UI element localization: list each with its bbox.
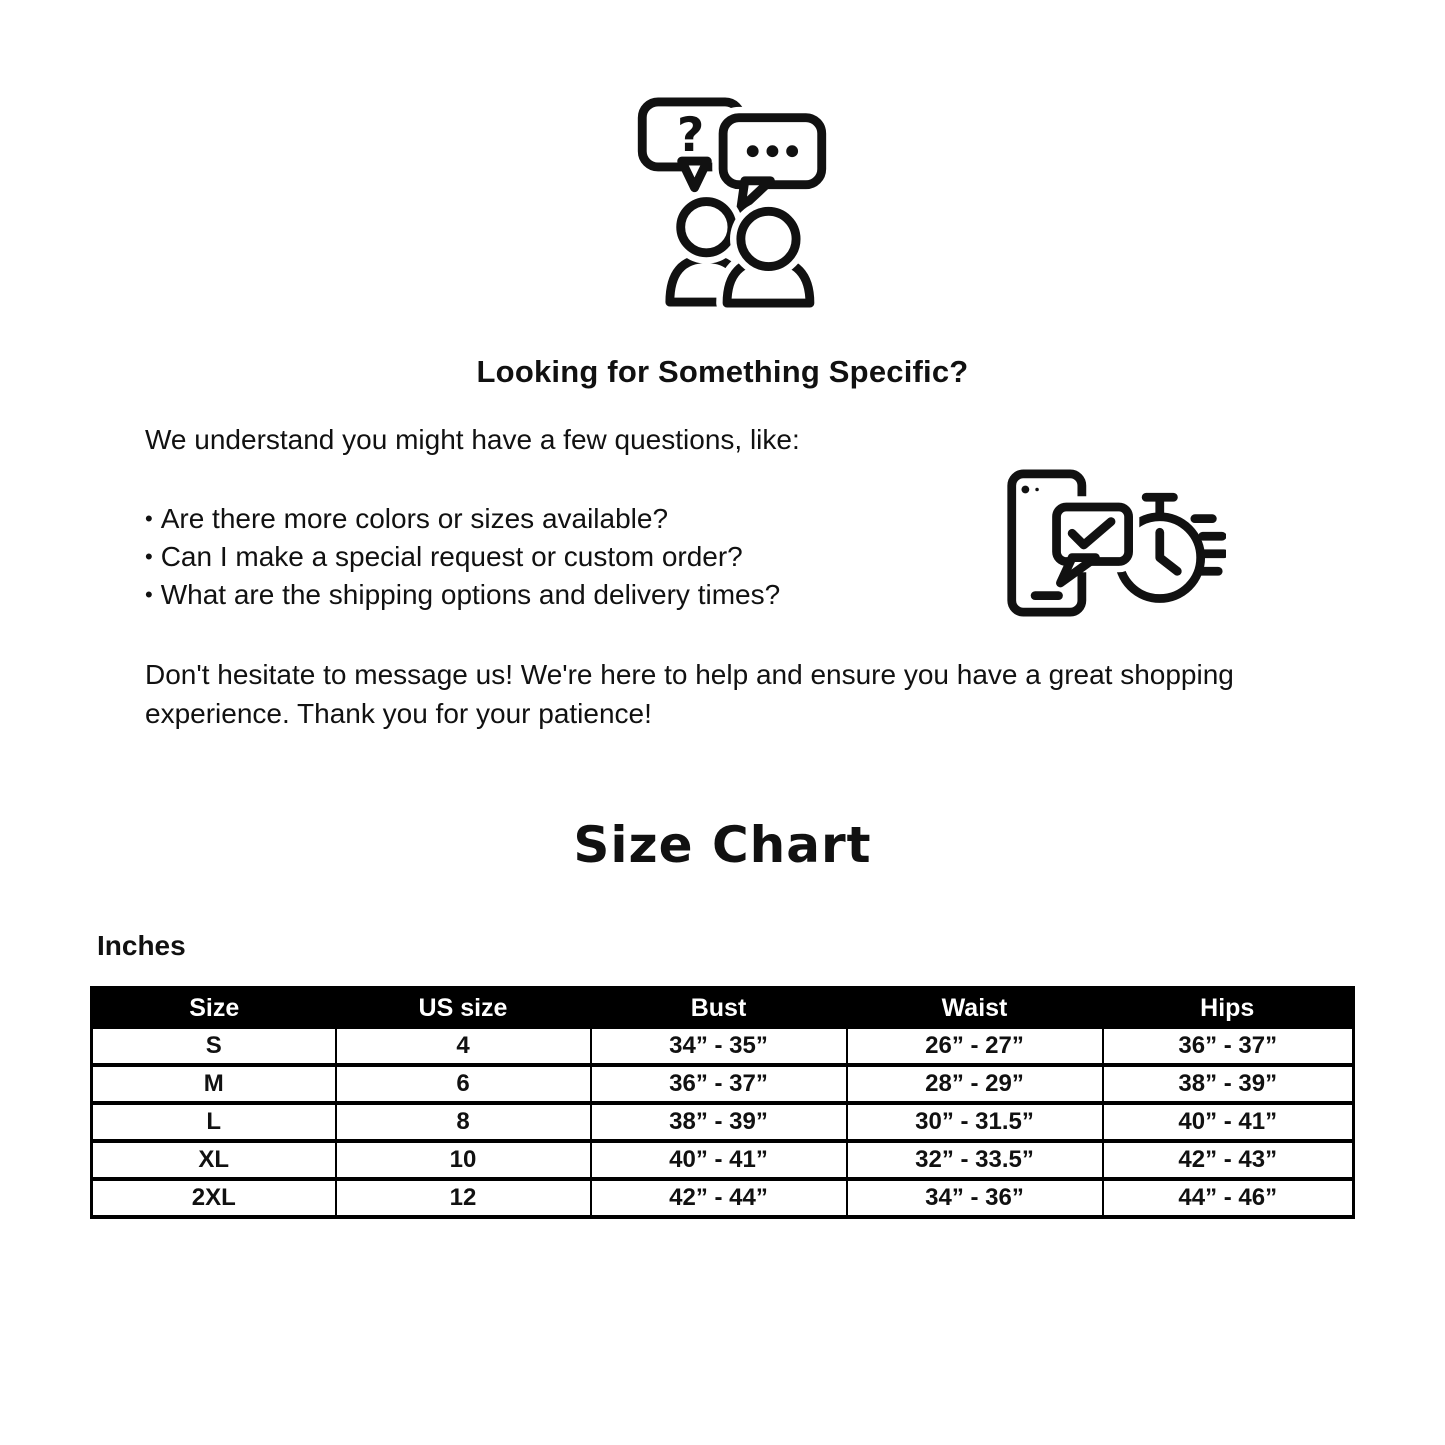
size-chart-title: Size Chart [573, 816, 872, 874]
unit-label: Inches [97, 930, 186, 961]
cell-us-size: 4 [336, 1028, 591, 1065]
cell-bust: 42” - 44” [591, 1179, 847, 1217]
intro-text: We understand you might have a few questions, like: [145, 424, 800, 455]
cell-size: M [92, 1065, 336, 1103]
phone-quick-reply-icon [1002, 466, 1226, 622]
cell-us-size: 6 [336, 1065, 591, 1103]
closing-text: Don't hesitate to message us! We're here to help and ensure you have a great shopping experience. Thank you for your patience! [145, 659, 1234, 729]
cell-size: L [92, 1103, 336, 1141]
column-header: Hips [1103, 988, 1354, 1029]
cell-hips: 40” - 41” [1103, 1103, 1354, 1141]
cell-bust: 40” - 41” [591, 1141, 847, 1179]
question-text: Can I make a special request or custom order? [160, 541, 743, 572]
table-header-row [92, 988, 1354, 1029]
question-text: Are there more colors or sizes available? [160, 503, 669, 534]
cell-size: XL [92, 1141, 336, 1179]
cell-bust: 36” - 37” [591, 1065, 847, 1103]
cell-us-size: 12 [336, 1179, 591, 1217]
column-header: Size [92, 988, 336, 1029]
cell-waist: 34” - 36” [847, 1179, 1103, 1217]
bullet-glyph: • [145, 506, 153, 531]
bullet-glyph: • [145, 544, 153, 569]
table-row [92, 1141, 1354, 1179]
cell-hips: 36” - 37” [1103, 1028, 1354, 1065]
list-item [145, 538, 780, 576]
table-row [92, 1179, 1354, 1217]
bullet-glyph: • [145, 582, 153, 607]
table-row [92, 1103, 1354, 1141]
list-item [145, 576, 780, 614]
cell-waist: 26” - 27” [847, 1028, 1103, 1065]
chat-people-icon [632, 96, 830, 308]
cell-size: S [92, 1028, 336, 1065]
cell-waist: 32” - 33.5” [847, 1141, 1103, 1179]
list-item [145, 500, 780, 538]
cell-hips: 42” - 43” [1103, 1141, 1354, 1179]
cell-us-size: 10 [336, 1141, 591, 1179]
question-text: What are the shipping options and delivery times? [160, 579, 781, 610]
cell-hips: 38” - 39” [1103, 1065, 1354, 1103]
table-row [92, 1065, 1354, 1103]
column-header: US size [336, 988, 591, 1029]
cell-bust: 34” - 35” [591, 1028, 847, 1065]
size-table [90, 986, 1355, 1219]
table-row [92, 1028, 1354, 1065]
question-list [145, 500, 780, 614]
column-header: Bust [591, 988, 847, 1029]
cell-waist: 30” - 31.5” [847, 1103, 1103, 1141]
cell-waist: 28” - 29” [847, 1065, 1103, 1103]
cell-size: 2XL [92, 1179, 336, 1217]
cell-us-size: 8 [336, 1103, 591, 1141]
cell-bust: 38” - 39” [591, 1103, 847, 1141]
cell-hips: 44” - 46” [1103, 1179, 1354, 1217]
page-title: Looking for Something Specific? [476, 354, 969, 389]
svg-text:?: ? [676, 108, 705, 164]
column-header: Waist [847, 988, 1103, 1029]
size-table-container [90, 986, 1352, 1219]
